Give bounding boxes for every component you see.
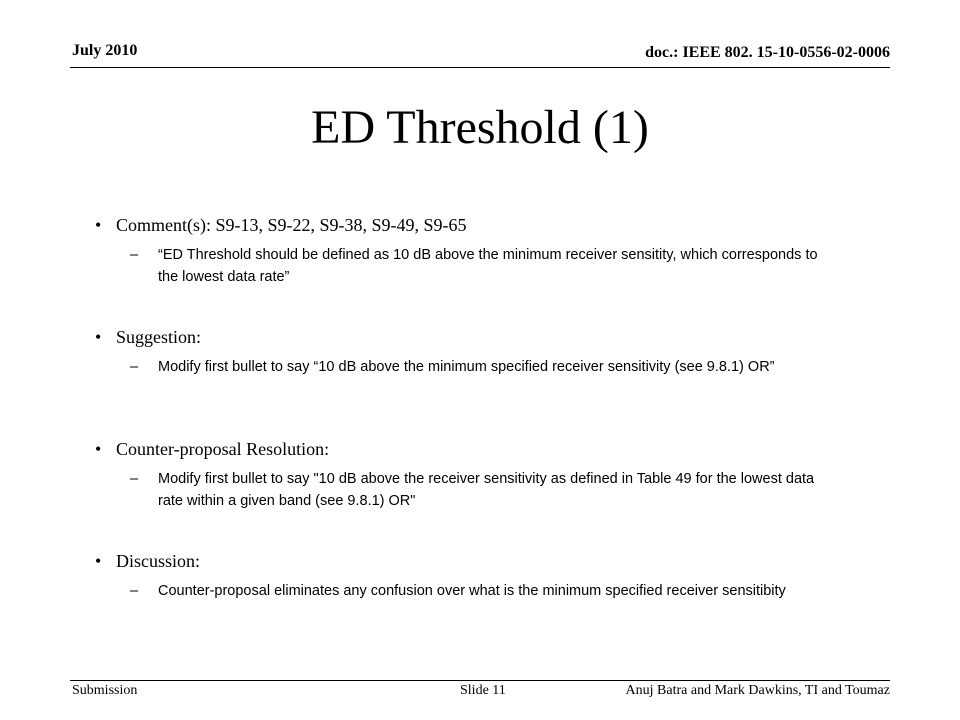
footer-divider bbox=[70, 680, 890, 681]
sub-bullet-text: Modify first bullet to say "10 dB above the receiver sensitivity as defined in Table 49 for the lowest data rate within a given band (see 9.8.1) OR" bbox=[158, 471, 815, 509]
bullet-text: Suggestion: bbox=[116, 327, 202, 347]
bullet-text: Discussion: bbox=[116, 551, 201, 571]
header-doc-id: doc.: IEEE 802. 15-10-0556-02-0006 bbox=[645, 44, 890, 61]
slide-title: ED Threshold (1) bbox=[311, 101, 649, 154]
slide-content bbox=[95, 215, 855, 663]
bullet-dot-icon: • bbox=[95, 551, 102, 571]
dash-icon: – bbox=[130, 583, 139, 599]
header-divider bbox=[70, 67, 890, 68]
bullet-item bbox=[95, 439, 855, 460]
footer-slide-number: Slide 11 bbox=[460, 683, 506, 698]
bullet-dot-icon: • bbox=[95, 439, 102, 459]
bullet-item bbox=[95, 215, 855, 236]
dash-icon: – bbox=[130, 359, 139, 375]
dash-icon: – bbox=[130, 247, 139, 263]
header-date: July 2010 bbox=[72, 42, 138, 59]
sub-bullet-item bbox=[130, 580, 855, 602]
sub-bullet-text: “ED Threshold should be defined as 10 dB above the minimum receiver sensitity, which corresponds to the lowest data rate” bbox=[158, 247, 818, 285]
bullet-item bbox=[95, 327, 855, 348]
section-discussion bbox=[95, 551, 855, 663]
sub-bullet-item bbox=[130, 468, 855, 512]
section-counter-proposal bbox=[95, 439, 855, 551]
footer-authors: Anuj Batra and Mark Dawkins, TI and Toumaz bbox=[625, 683, 890, 698]
bullet-text: Comment(s): S9-13, S9-22, S9-38, S9-49, S9-65 bbox=[116, 215, 467, 235]
sub-bullet-text: Counter-proposal eliminates any confusion over what is the minimum specified receiver sensitibity bbox=[158, 583, 786, 599]
bullet-item bbox=[95, 551, 855, 572]
bullet-dot-icon: • bbox=[95, 327, 102, 347]
sub-bullet-text: Modify first bullet to say “10 dB above the minimum specified receiver sensitivity (see 9.8.1) OR” bbox=[158, 359, 775, 375]
section-comments bbox=[95, 215, 855, 327]
dash-icon: – bbox=[130, 471, 139, 487]
footer-submission: Submission bbox=[72, 683, 138, 698]
sub-bullet-item bbox=[130, 244, 855, 288]
bullet-dot-icon: • bbox=[95, 215, 102, 235]
sub-bullet-item bbox=[130, 356, 855, 378]
section-suggestion bbox=[95, 327, 855, 439]
bullet-text: Counter-proposal Resolution: bbox=[116, 439, 330, 459]
